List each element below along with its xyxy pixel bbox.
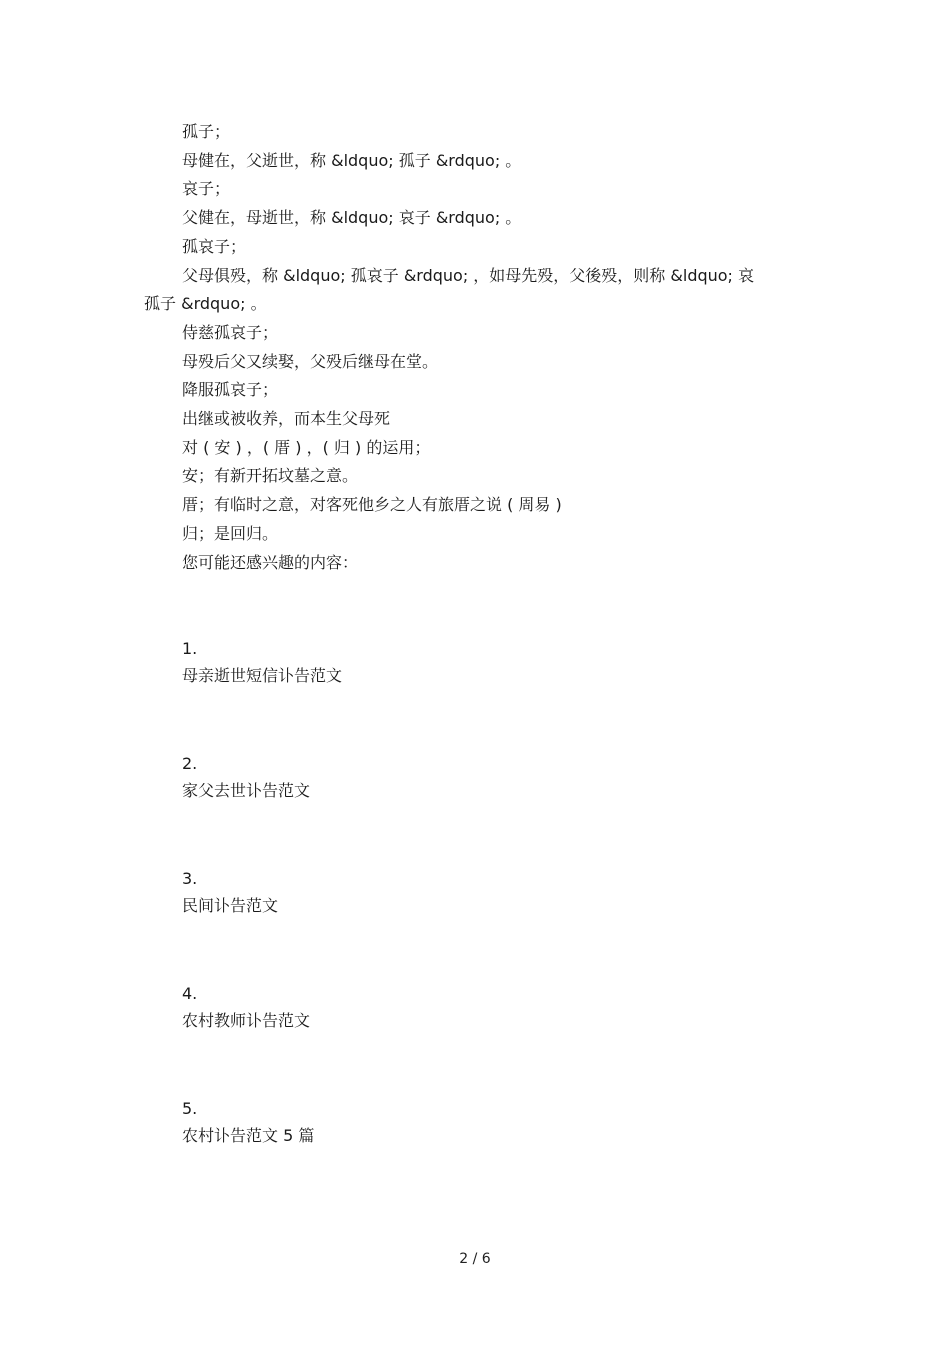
- related-heading: 您可能还感兴趣的内容：: [182, 552, 359, 572]
- text-line: 出继或被收养，而本生父母死: [182, 409, 391, 429]
- related-link[interactable]: 母亲逝世短信讣告范文: [182, 666, 343, 685]
- text-line: 归；是回归。: [182, 523, 279, 543]
- related-item: [182, 1096, 342, 1211]
- related-item: [182, 636, 342, 751]
- related-list: [182, 636, 342, 1211]
- related-item: [182, 751, 342, 866]
- related-link[interactable]: 家父去世讣告范文: [182, 781, 311, 800]
- related-link[interactable]: 民间讣告范文: [182, 896, 279, 915]
- related-link[interactable]: 农村教师讣告范文: [182, 1011, 311, 1030]
- text-line: 孤哀子；: [182, 236, 247, 256]
- text-line: 安；有新开拓坟墓之意。: [182, 466, 359, 486]
- text-line: 降服孤哀子；: [182, 380, 279, 400]
- related-link[interactable]: 农村讣告范文 5 篇: [182, 1126, 315, 1145]
- related-item: [182, 981, 342, 1096]
- text-line: 厝；有临时之意，对客死他乡之人有旅厝之说 ( 周易 ): [182, 495, 562, 515]
- text-line: 母健在，父逝世，称 &ldquo; 孤子 &rdquo; 。: [182, 150, 522, 170]
- text-line: 侍慈孤哀子；: [182, 322, 279, 342]
- text-line: 父母俱殁，称 &ldquo; 孤哀子 &rdquo; ，如母先殁，父後殁，则称 &ldquo; 哀: [182, 265, 755, 285]
- related-number: 5.: [182, 1099, 198, 1118]
- page-number: 2 / 6: [459, 1251, 491, 1267]
- related-item: [182, 866, 342, 981]
- text-line: 父健在，母逝世，称 &ldquo; 哀子 &rdquo; 。: [182, 208, 522, 228]
- text-line: 孤子；: [182, 122, 231, 141]
- related-number: 1.: [182, 639, 198, 658]
- text-line-continuation: 孤子 &rdquo; 。: [144, 294, 267, 314]
- text-line: 母殁后父又续娶，父殁后继母在堂。: [182, 351, 439, 371]
- related-number: 4.: [182, 984, 198, 1003]
- document-body: [144, 118, 824, 577]
- text-line: 哀子；: [182, 179, 231, 199]
- related-number: 2.: [182, 754, 198, 773]
- text-line: 对 ( 安 ) ，( 厝 ) ，( 归 ) 的运用；: [182, 437, 431, 457]
- related-number: 3.: [182, 869, 198, 888]
